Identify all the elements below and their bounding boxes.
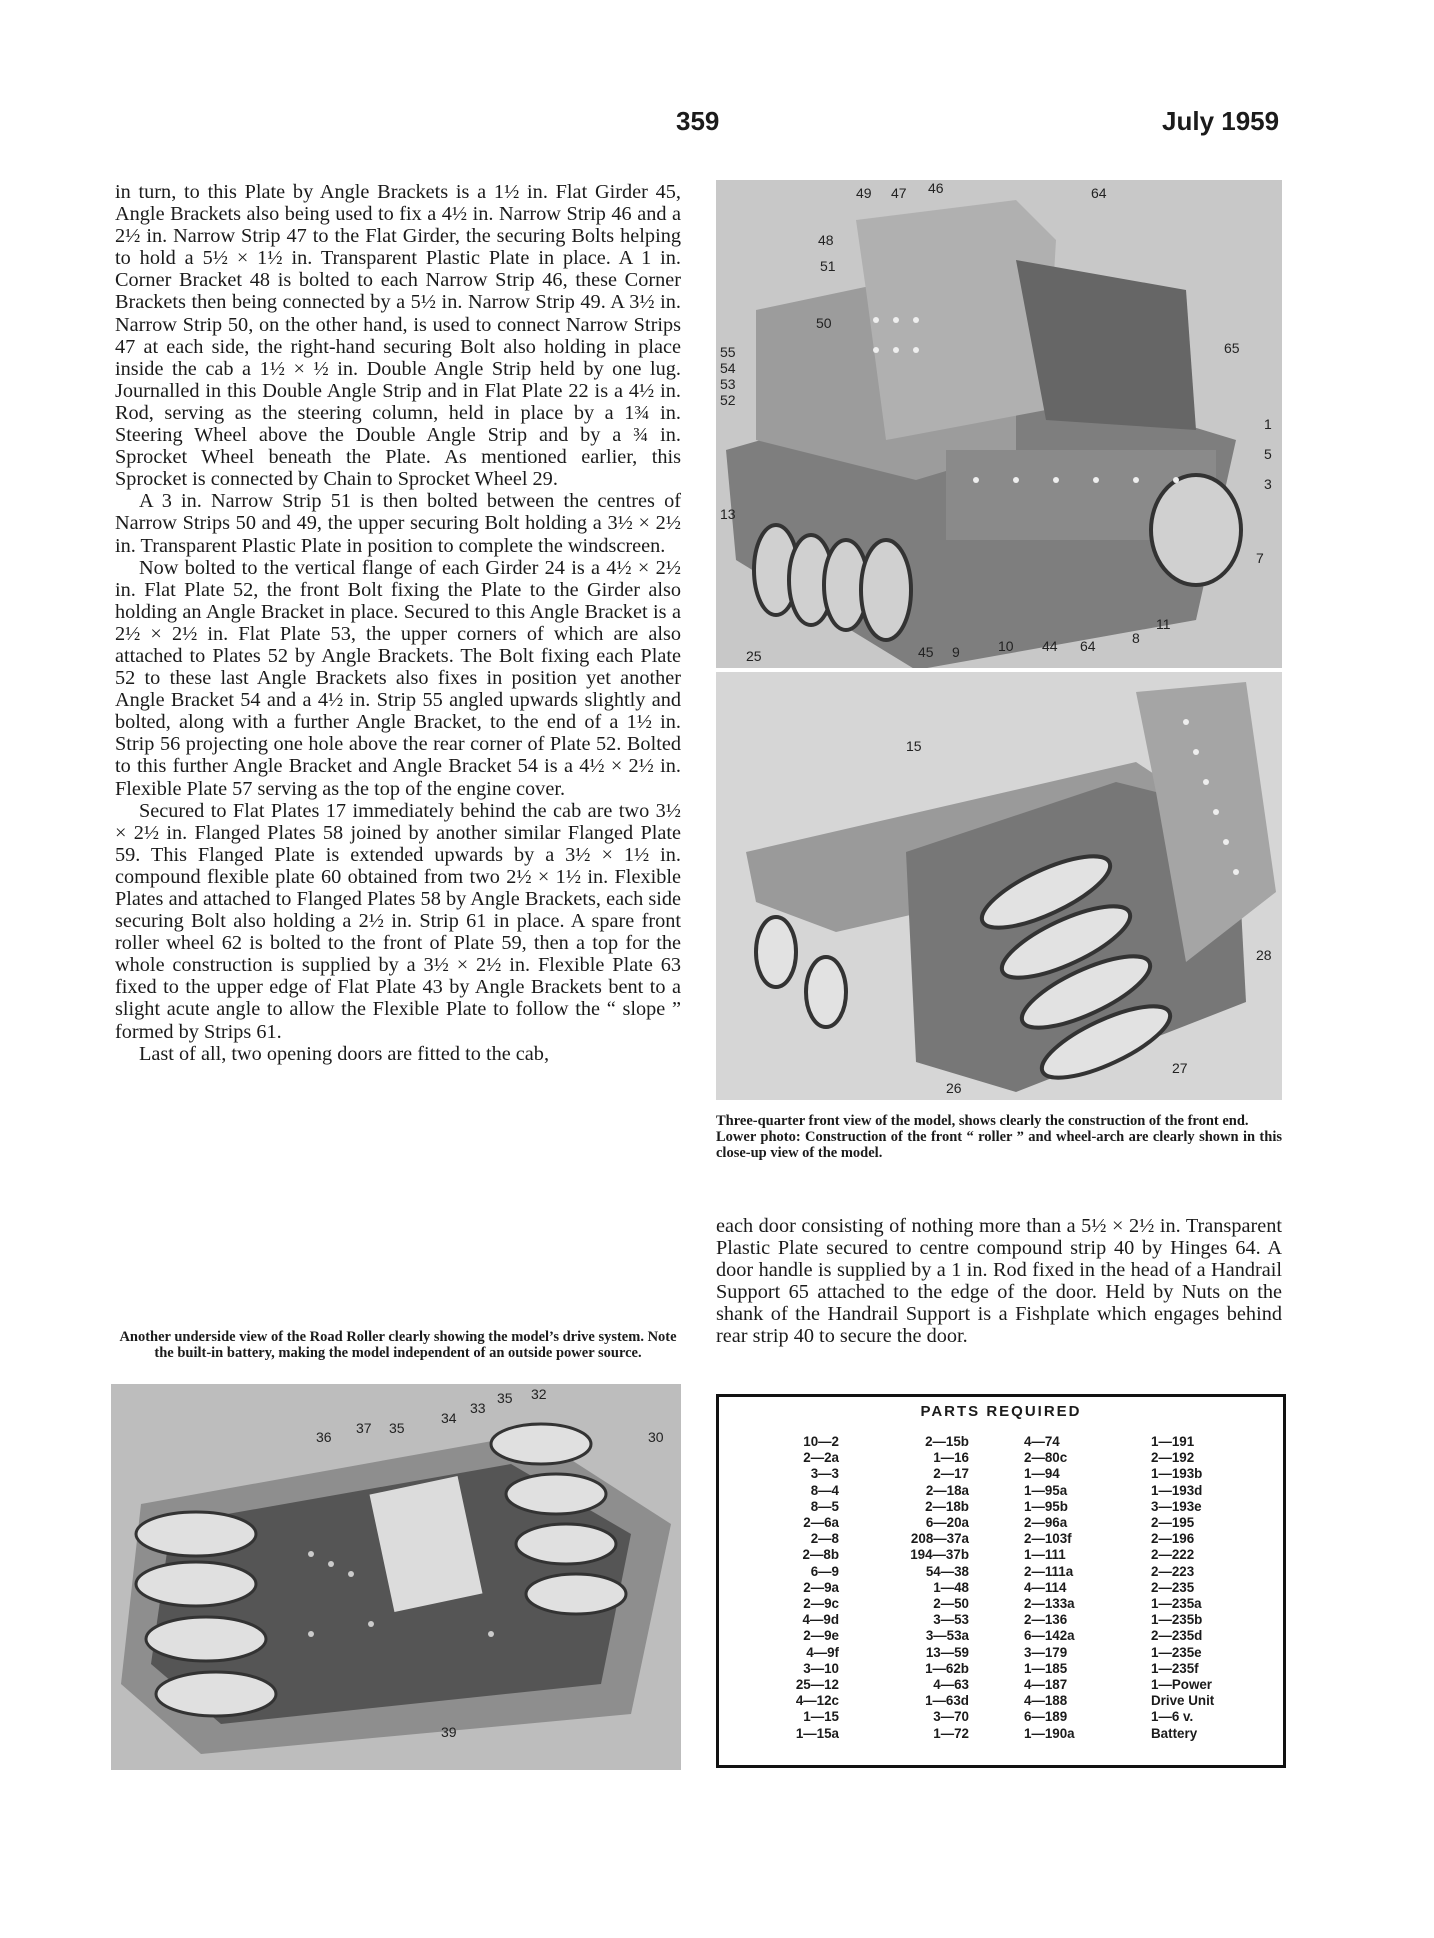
parts-entry: 1—235f: [1151, 1660, 1199, 1676]
parts-entry: 2—222: [1151, 1547, 1195, 1563]
parts-entry: 2—192: [1151, 1450, 1195, 1466]
parts-entry: 6—189: [1024, 1709, 1068, 1725]
callout-label: 50: [816, 315, 832, 331]
front-roller-photo: [716, 672, 1282, 1100]
parts-column: [1151, 1434, 1261, 1742]
parts-entry: 2—223: [1151, 1563, 1195, 1579]
callout-label: 11: [1156, 616, 1171, 632]
paragraph: Secured to Flat Plates 17 immediately behind the cab are two 3½ × 2½ in. Flanged Plates 58 joined by another similar Flanged Plate 59. This Flanged Plate is extended upwards by a 3½ × 1½ in. compound flexible plate 60 obtained from two 2½ × 1½ in. Flexible Plates and attached to Flanged Plates 58 by Angle Brackets, each side securing Bolt also holding a 2½ in. Strip 61 in place. A spare front roller wheel 62 is bolted to the front of Plate 59, then a top for the whole construction is supplied by a 3½ × 2½ in. Flexible Plate 63 fixed to the upper edge of Flat Plate 43 by Angle Brackets bent to a slight acute angle to allow the Flexible Plate to follow the “ slope ” formed by Strips 61.: [115, 799, 681, 1043]
parts-entry: 2—50: [933, 1596, 969, 1612]
parts-entry: 2—8: [810, 1531, 839, 1547]
parts-entry: 2—235d: [1151, 1628, 1203, 1644]
parts-entry: 8—4: [810, 1482, 839, 1498]
parts-entry: 8—5: [810, 1498, 839, 1514]
caption-line: Three-quarter front view of the model, shows clearly the construction of the front end.: [716, 1113, 1249, 1129]
callout-label: 37: [356, 1420, 372, 1436]
parts-entry: 3—193e: [1151, 1498, 1202, 1514]
callout-label: 39: [441, 1724, 457, 1740]
right-text-column: [716, 1215, 1282, 1348]
parts-entry: 2—18a: [925, 1482, 969, 1498]
parts-entry: 2—8b: [802, 1547, 839, 1563]
callout-label: 46: [928, 180, 944, 196]
callout-label: 55: [720, 344, 736, 360]
paragraph: each door consisting of nothing more than a 5½ × 2½ in. Transparent Plastic Plate secured to centre compound strip 40 by Hinges 64. A door handle is supplied by a 1 in. Rod fixed in the head of a Handrail Support 65 attached to the edge of the door. Held by Nuts on the shank of the Handrail Support is a Fishplate which engages behind rear strip 40 to secure the door.: [716, 1215, 1282, 1348]
parts-entry: 1—185: [1024, 1660, 1068, 1676]
underside-photo-caption: Another underside view of the Road Roller clearly showing the model’s drive system. Note the built-in battery, making the model independent of an outside power source.: [119, 1329, 677, 1361]
parts-entry: 1—95a: [1024, 1482, 1068, 1498]
parts-entry: 1—111: [1024, 1547, 1066, 1563]
parts-entry: 4—12c: [795, 1693, 839, 1709]
parts-entry: 1—16: [933, 1450, 969, 1466]
paragraph: Last of all, two opening doors are fitted to the cab,: [139, 1042, 550, 1065]
parts-entry: 1—235e: [1151, 1644, 1202, 1660]
parts-entry: 25—12: [795, 1677, 839, 1693]
callout-label: 1: [1264, 416, 1272, 432]
parts-entry: 2—9e: [803, 1628, 839, 1644]
parts-entry: 2—195: [1151, 1515, 1195, 1531]
parts-entry: 13—59: [925, 1644, 969, 1660]
left-text-column: [115, 181, 681, 1065]
paragraph: A 3 in. Narrow Strip 51 is then bolted between the centres of Narrow Strips 50 and 49, the upper securing Bolt holding a 3½ × 2½ in. Transparent Plastic Plate in position to complete the windscreen.: [115, 490, 681, 557]
parts-entry: 6—142a: [1024, 1628, 1075, 1644]
callout-label: 53: [720, 376, 736, 392]
callout-label: 13: [720, 506, 736, 522]
callout-label: 47: [891, 185, 907, 201]
parts-column: [1024, 1434, 1124, 1742]
parts-entry: 1—94: [1024, 1466, 1060, 1482]
parts-entry: Battery: [1151, 1725, 1198, 1741]
parts-entry: 2—2a: [803, 1450, 839, 1466]
parts-entry: 1—193d: [1151, 1482, 1203, 1498]
parts-entry: 2—17: [933, 1466, 969, 1482]
parts-entry: 2—103f: [1024, 1531, 1072, 1547]
callout-label: 32: [531, 1386, 547, 1402]
parts-entry: 54—38: [925, 1563, 969, 1579]
callout-label: 36: [316, 1429, 332, 1445]
parts-column: [879, 1434, 969, 1742]
parts-entry: 208—37a: [910, 1531, 969, 1547]
parts-entry: 2—6a: [803, 1515, 839, 1531]
parts-entry: 2—96a: [1024, 1515, 1068, 1531]
callout-label: 15: [906, 738, 922, 754]
parts-entry: 10—2: [803, 1434, 839, 1449]
parts-entry: 3—53: [933, 1612, 969, 1628]
parts-entry: 2—196: [1151, 1531, 1195, 1547]
parts-entry: 1—191: [1151, 1434, 1195, 1449]
parts-entry: 1—235a: [1151, 1596, 1202, 1612]
parts-entry: Drive Unit: [1151, 1693, 1215, 1709]
parts-entry: 1—63d: [925, 1693, 969, 1709]
callout-label: 26: [946, 1080, 962, 1096]
callout-label: 27: [1172, 1060, 1188, 1076]
parts-entry: 3—10: [803, 1660, 839, 1676]
parts-required-box: [716, 1394, 1286, 1768]
callout-label: 54: [720, 360, 736, 376]
parts-entry: 2—9a: [803, 1579, 839, 1595]
parts-entry: 1—95b: [1024, 1498, 1068, 1514]
parts-entry: 194—37b: [910, 1547, 969, 1563]
callout-label: 10: [998, 638, 1014, 654]
callout-label: 51: [820, 258, 836, 274]
callout-label: 44: [1042, 638, 1058, 654]
callout-label: 49: [856, 185, 872, 201]
parts-entry: 4—9f: [806, 1644, 839, 1660]
underside-photo: [111, 1384, 681, 1770]
parts-column: [769, 1434, 839, 1742]
parts-entry: 2—18b: [925, 1498, 969, 1514]
parts-entry: 6—20a: [925, 1515, 969, 1531]
parts-entry: 4—74: [1024, 1434, 1060, 1449]
parts-entry: 4—114: [1024, 1579, 1067, 1595]
parts-entry: 2—15b: [925, 1434, 969, 1449]
callout-label: 33: [470, 1400, 486, 1416]
callout-label: 45: [918, 644, 934, 660]
callout-label: 5: [1264, 446, 1272, 462]
callout-label: 64: [1091, 185, 1107, 201]
parts-entry: 2—80c: [1024, 1450, 1068, 1466]
parts-entry: 3—70: [933, 1709, 969, 1725]
parts-entry: 4—187: [1024, 1677, 1068, 1693]
callout-label: 28: [1256, 947, 1272, 963]
parts-entry: 1—15: [803, 1709, 839, 1725]
issue-date: July 1959: [1162, 106, 1280, 136]
callout-label: 64: [1080, 638, 1096, 654]
callout-label: 8: [1132, 630, 1140, 646]
callout-label: 25: [746, 648, 762, 664]
parts-entry: 4—188: [1024, 1693, 1068, 1709]
callout-label: 7: [1256, 550, 1264, 566]
three-quarter-photo: [716, 180, 1282, 668]
page-number: 359: [676, 106, 720, 136]
parts-entry: 2—111a: [1024, 1563, 1074, 1579]
parts-entry: 1—62b: [925, 1660, 969, 1676]
callout-label: 9: [952, 644, 960, 660]
paragraph: Now bolted to the vertical flange of each Girder 24 is a 4½ × 2½ in. Flat Plate 52, the front Bolt fixing the Plate to the Girder also holding an Angle Bracket in place. Secured to this Angle Bracket is a 2½ × 2½ in. Flat Plate 53, the upper corners of which are also attached to Plates 52 by Angle Brackets. The Bolt fixing each Plate 52 to these last Angle Brackets also fixes in position yet another Angle Bracket 54 and a 4½ in. Strip 55 angled upwards slightly and bolted, along with a further Angle Bracket, to the end of a 1½ in. Strip 56 projecting one hole above the rear corner of Plate 52. Bolted to this further Angle Bracket and Angle Bracket 54 is a 4½ × 2½ in. Flexible Plate 57 serving as the top of the engine cover.: [115, 556, 681, 800]
parts-entry: 1—190a: [1024, 1725, 1075, 1741]
callout-label: 35: [389, 1420, 405, 1436]
parts-entry: 1—15a: [795, 1725, 839, 1741]
parts-entry: 6—9: [810, 1563, 839, 1579]
parts-entry: 4—9d: [802, 1612, 839, 1628]
parts-entry: 1—48: [933, 1579, 969, 1595]
parts-entry: 3—179: [1024, 1644, 1068, 1660]
parts-entry: 2—133a: [1024, 1596, 1075, 1612]
parts-entry: 1—6 v.: [1151, 1709, 1194, 1725]
callout-label: 35: [497, 1390, 513, 1406]
callout-label: 30: [648, 1429, 664, 1445]
paragraph: in turn, to this Plate by Angle Brackets is a 1½ in. Flat Girder 45, Angle Brackets also being used to fix a 4½ in. Narrow Strip 46 and a 2½ in. Narrow Strip 47 to the Flat Girder, the securing Bolts helping to hold a 5½ × 1½ in. Transparent Plastic Plate in place. A 1 in. Corner Bracket 48 is bolted to each Narrow Strip 46, these Corner Brackets then being connected by a 5½ in. Narrow Strip 49. A 3½ in. Narrow Strip 50, on the other hand, is used to connect Narrow Strips 47 at each side, the right-hand securing Bolt also holding in place inside the cab a 1½ × ½ in. Double Angle Strip held by one lug. Journalled in this Double Angle Strip and in Flat Plate 22 is a 4½ in. Rod, serving as the steering column, held in place by a 1¾ in. Steering Wheel above the Double Angle Strip and by a ¾ in. Sprocket Wheel beneath the Plate. As mentioned earlier, this Sprocket is connected by Chain to Sprocket Wheel 29.: [115, 181, 681, 491]
caption-line: Lower photo: Construction of the front “ roller ” and wheel-arch are clearly shown in this close-up view of the model.: [716, 1129, 1282, 1161]
callout-label: 48: [818, 232, 834, 248]
parts-entry: 3—53a: [925, 1628, 969, 1644]
callout-label: 34: [441, 1410, 457, 1426]
parts-entry: 4—63: [933, 1677, 969, 1693]
parts-entry: 2—235: [1151, 1579, 1195, 1595]
parts-entry: 1—72: [933, 1725, 969, 1741]
parts-title: PARTS REQUIRED: [920, 1403, 1082, 1420]
front-view-caption: [716, 1113, 1282, 1161]
parts-entry: 2—136: [1024, 1612, 1068, 1628]
parts-entry: 1—235b: [1151, 1612, 1203, 1628]
callout-label: 65: [1224, 340, 1240, 356]
callout-label: 52: [720, 392, 736, 408]
parts-entry: 2—9c: [803, 1596, 839, 1612]
parts-entry: 1—193b: [1151, 1466, 1203, 1482]
callout-label: 3: [1264, 476, 1272, 492]
parts-entry: 3—3: [810, 1466, 839, 1482]
parts-entry: 1—Power: [1151, 1677, 1213, 1693]
